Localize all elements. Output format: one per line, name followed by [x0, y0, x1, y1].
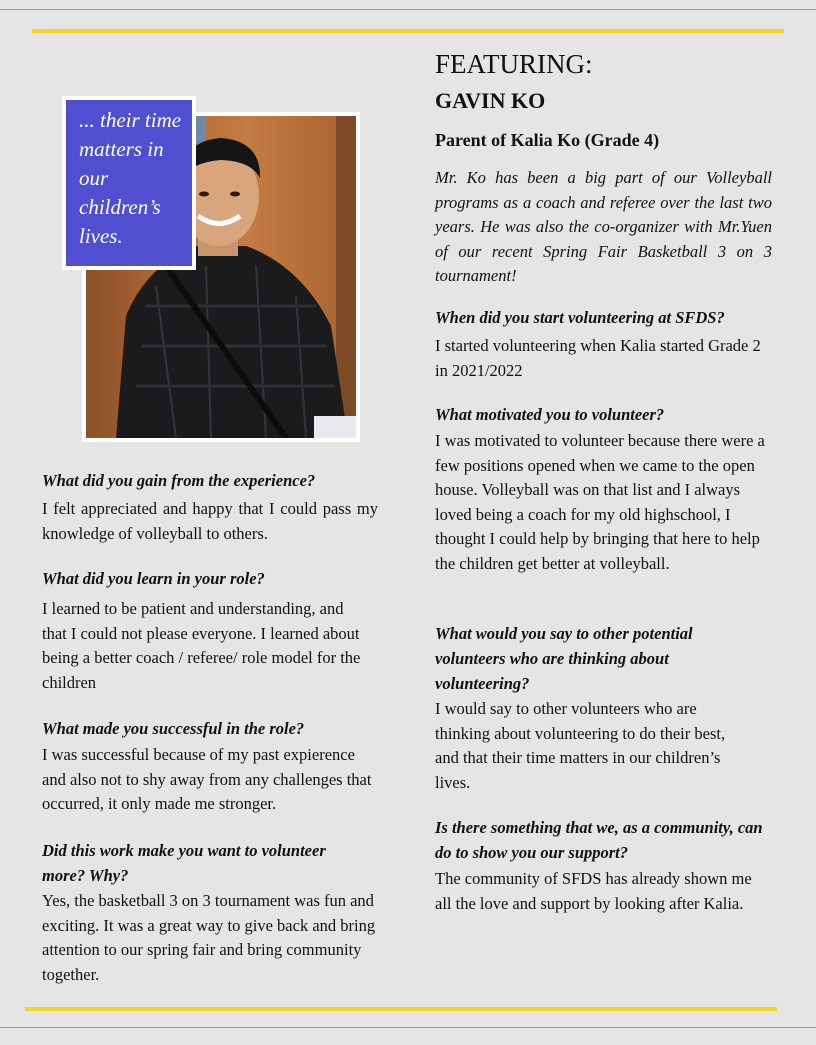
intro-paragraph: Mr. Ko has been a big part of our Volleyball programs as a coach and referee over the last two years. He was also the co-organizer with Mr.Yuen of our recent Spring Fair Basketball 3 on 3 tournament! — [435, 168, 772, 285]
question-start: When did you start volunteering at SFDS? — [435, 308, 725, 327]
answer-start: I started volunteering when Kalia started Grade 2 in 2021/2022 — [435, 336, 761, 380]
pull-quote-text: ... their time matters in our children’s lives. — [79, 108, 182, 248]
answer-volunteer-more: Yes, the basketball 3 on 3 tournament was fun and exciting. It was a great way to give back and bring attention to our spring fair and bring community together. — [42, 891, 376, 984]
question-advice: What would you say to other potential volunteers who are thinking about volunteering? — [435, 624, 693, 693]
top-rule — [0, 9, 816, 10]
featuring-label: FEATURING: — [435, 49, 593, 79]
answer-successful: I was successful because of my past expierence and also not to shy away from any challenges that occurred, it only made me stronger. — [42, 745, 372, 813]
featured-name: GAVIN KO — [435, 88, 546, 113]
answer-learn: I learned to be patient and understanding, and that I could not please everyone. I learned about being a better coach / referee/ role model for the children — [42, 599, 361, 692]
question-volunteer-more: Did this work make you want to volunteer more? Why? — [42, 841, 326, 885]
answer-support: The community of SFDS has already shown me all the love and support by looking after Kalia. — [435, 869, 752, 913]
answer-gain: I felt appreciated and happy that I could pass my knowledge of volleyball to others. — [42, 499, 378, 543]
question-support: Is there something that we, as a community, can do to show you our support? — [435, 818, 763, 862]
featured-subtitle: Parent of Kalia Ko (Grade 4) — [435, 130, 660, 150]
question-gain: What did you gain from the experience? — [42, 471, 316, 490]
question-motivated: What motivated you to volunteer? — [435, 405, 665, 424]
bottom-accent-bar — [25, 1007, 777, 1011]
question-successful: What made you successful in the role? — [42, 719, 305, 738]
question-learn: What did you learn in your role? — [42, 569, 265, 588]
answer-motivated: I was motivated to volunteer because there were a few positions opened when we came to the open house. Volleyball was on that list and I always loved being a coach for my old highschool, I thought I could help by bringing that here to help the children get better at volleyball. — [435, 431, 765, 573]
answer-advice: I would say to other volunteers who are thinking about volunteering to do their best, and that their time matters in our children’s lives. — [435, 699, 726, 792]
top-accent-bar — [32, 29, 784, 33]
bottom-rule — [0, 1027, 816, 1028]
